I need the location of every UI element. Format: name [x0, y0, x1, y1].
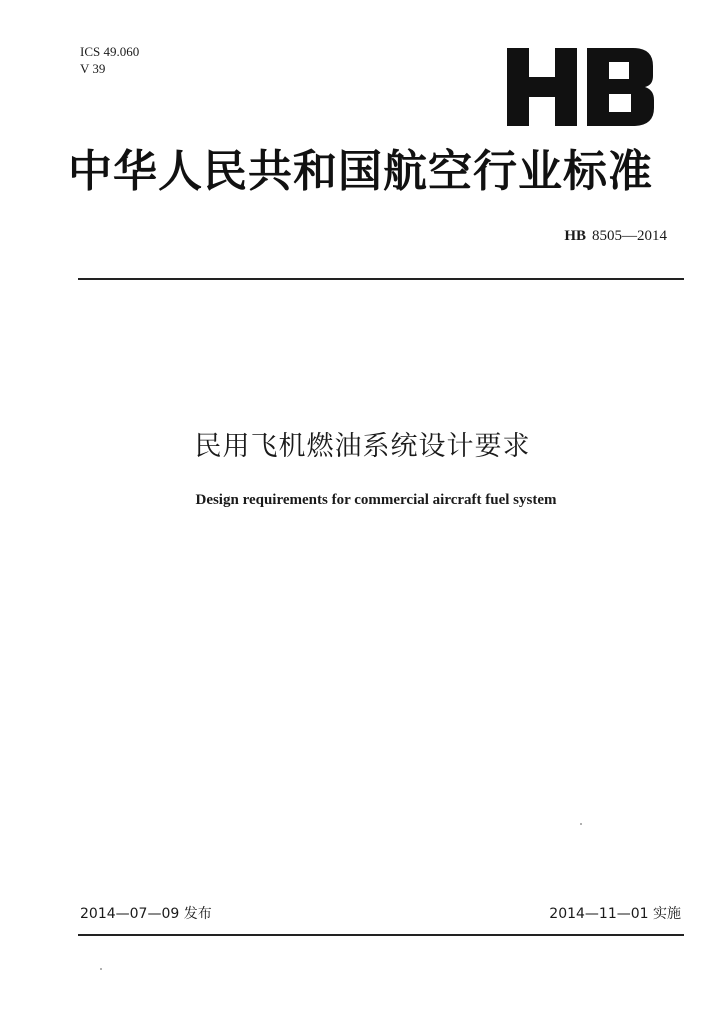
ics-code: ICS 49.060: [80, 44, 140, 59]
hb-logo: [505, 48, 655, 126]
implementation-date: 2014—11—01 实施: [549, 906, 681, 922]
document-title-chinese: 民用飞机燃油系统设计要求: [194, 431, 531, 462]
scan-speck: [580, 823, 582, 825]
document-title-english: Design requirements for commercial aircraft fuel system: [195, 492, 557, 508]
top-divider: [78, 278, 684, 280]
bottom-divider: [78, 934, 684, 936]
standard-code: 8505—2014: [592, 228, 667, 244]
main-title: 中华人民共和国航空行业标准: [68, 146, 653, 197]
classification-codes: [80, 43, 139, 77]
scan-speck: [100, 968, 102, 970]
issue-date: 2014—07—09 发布: [80, 906, 212, 922]
ccs-code: V 39: [80, 61, 106, 76]
standard-prefix: HB: [564, 228, 586, 244]
standard-number: [564, 228, 667, 245]
